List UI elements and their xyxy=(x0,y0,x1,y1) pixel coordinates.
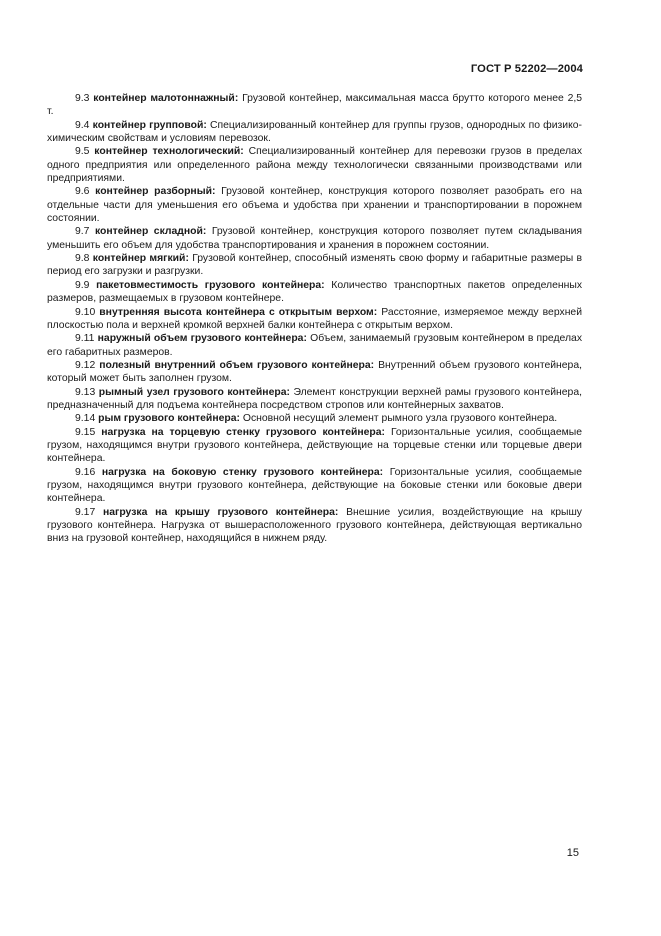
entry-definition: Горизонтальные усилия, сообщаемые грузом, находящимся внутри грузового контейнера, действующие на торцевые стенки или торцевые двери контейнера. xyxy=(47,426,583,465)
entry-term: наружный объем грузового контейнера: xyxy=(97,333,307,345)
term-entry-9-13 xyxy=(47,386,582,413)
term-entry-9-17 xyxy=(47,506,582,546)
entry-number: 9.8 xyxy=(75,253,90,265)
entry-term: контейнер малотоннажный: xyxy=(93,93,239,104)
term-entry-9-15 xyxy=(47,426,582,466)
page-number: 15 xyxy=(566,847,579,859)
entry-number: 9.17 xyxy=(75,506,96,518)
entry-number: 9.16 xyxy=(75,466,96,478)
entry-definition: Грузовой контейнер, максимальная масса брутто которого менее 2,5 т. xyxy=(47,93,583,118)
entry-definition: Объем, занимаемый грузовым контейнером в пределах его габаритных размеров. xyxy=(47,333,583,358)
term-entry-9-11 xyxy=(47,332,582,359)
entry-term: полезный внутренний объем грузового контейнера: xyxy=(99,359,375,371)
term-entry-9-16 xyxy=(47,466,582,506)
entry-number: 9.4 xyxy=(75,119,90,131)
entry-definition: Грузовой контейнер, конструкция которого позволяет путем складывания уменьшить его объем для удобства транспортирования и хранения в порожнем состоянии. xyxy=(47,226,582,251)
term-entry-9-12 xyxy=(47,359,582,386)
entry-term: контейнер технологический: xyxy=(94,146,244,158)
entry-term: внутренняя высота контейнера с открытым верхом: xyxy=(99,306,378,318)
entry-number: 9.14 xyxy=(75,413,96,425)
entry-number: 9.15 xyxy=(75,426,96,438)
term-entry-9-8 xyxy=(47,252,582,279)
entry-definition: Грузовой контейнер, способный изменять свою форму и габаритные размеры в период его загрузки и разгрузки. xyxy=(47,253,582,278)
entry-term: контейнер мягкий: xyxy=(92,253,189,265)
term-entry-9-9 xyxy=(47,279,582,306)
entry-term: пакетовместимость грузового контейнера: xyxy=(96,279,325,291)
entry-number: 9.12 xyxy=(75,359,96,371)
entry-term: рымный узел грузового контейнера: xyxy=(98,386,290,398)
entry-term: нагрузка на крышу грузового контейнера: xyxy=(102,506,339,518)
entry-number: 9.10 xyxy=(75,306,96,318)
term-entry-9-3 xyxy=(47,92,582,119)
entry-definition: Внешние усилия, воздействующие на крышу грузового контейнера. Нагрузка от вышерасположенного грузового контейнера, действующая вертикально вниз на грузовой контейнер, находящийся в нижнем ряду. xyxy=(47,506,582,545)
terms-section xyxy=(47,92,582,546)
entry-definition: Расстояние, измеряемое между верхней плоскостью пола и верхней кромкой верхней балки контейнера с открытым верхом. xyxy=(47,306,583,331)
entry-term: рым грузового контейнера: xyxy=(98,413,240,425)
entry-number: 9.7 xyxy=(75,226,90,238)
entry-definition: Количество транспортных пакетов определенных размеров, размещаемых в грузовом контейнере. xyxy=(47,279,583,305)
entry-term: нагрузка на торцевую стенку грузового контейнера: xyxy=(101,426,386,438)
entry-definition: Грузовой контейнер, конструкция которого позволяет разобрать его на отдельные части для уменьшения его объема и удобства при хранении и транспортировании в порожнем состоянии. xyxy=(47,186,583,225)
entry-term: нагрузка на боковую стенку грузового контейнера: xyxy=(101,466,384,478)
entry-number: 9.11 xyxy=(75,333,95,345)
entry-number: 9.13 xyxy=(75,386,96,398)
entry-definition: Специализированный контейнер для группы грузов, однородных по физико-химическим свойствам и условиям перевозок. xyxy=(47,119,582,145)
term-entry-9-6 xyxy=(47,185,582,225)
entry-term: контейнер разборный: xyxy=(95,186,216,198)
term-entry-9-14 xyxy=(47,412,582,425)
entry-definition: Элемент конструкции верхней рамы грузового контейнера, предназначенный для подъема контейнера посредством стропов или контейнерных захватов. xyxy=(47,386,582,411)
entry-definition: Основной несущий элемент рымного узла грузового контейнера. xyxy=(242,413,558,425)
term-entry-9-10 xyxy=(47,306,582,333)
entry-definition: Горизонтальные усилия, сообщаемые грузом, находящимся внутри грузового контейнера, действующие на боковые стенки или боковые двери контейнера. xyxy=(47,466,583,505)
term-entry-9-7 xyxy=(47,225,582,252)
document-header: ГОСТ Р 52202—2004 xyxy=(470,63,583,75)
entry-number: 9.5 xyxy=(75,146,90,158)
entry-definition: Внутренний объем грузового контейнера, который может быть заполнен грузом. xyxy=(47,359,583,385)
term-entry-9-5 xyxy=(47,145,582,185)
entry-number: 9.6 xyxy=(75,186,90,198)
term-entry-9-4 xyxy=(47,119,582,146)
entry-term: контейнер групповой: xyxy=(92,119,207,131)
entry-number: 9.3 xyxy=(75,93,90,104)
entry-definition: Специализированный контейнер для перевозки грузов в пределах одного предприятия или определенного района между технологически связанными производствами или предприятиями. xyxy=(47,146,583,185)
entry-number: 9.9 xyxy=(75,279,90,291)
entry-term: контейнер складной: xyxy=(94,226,207,238)
